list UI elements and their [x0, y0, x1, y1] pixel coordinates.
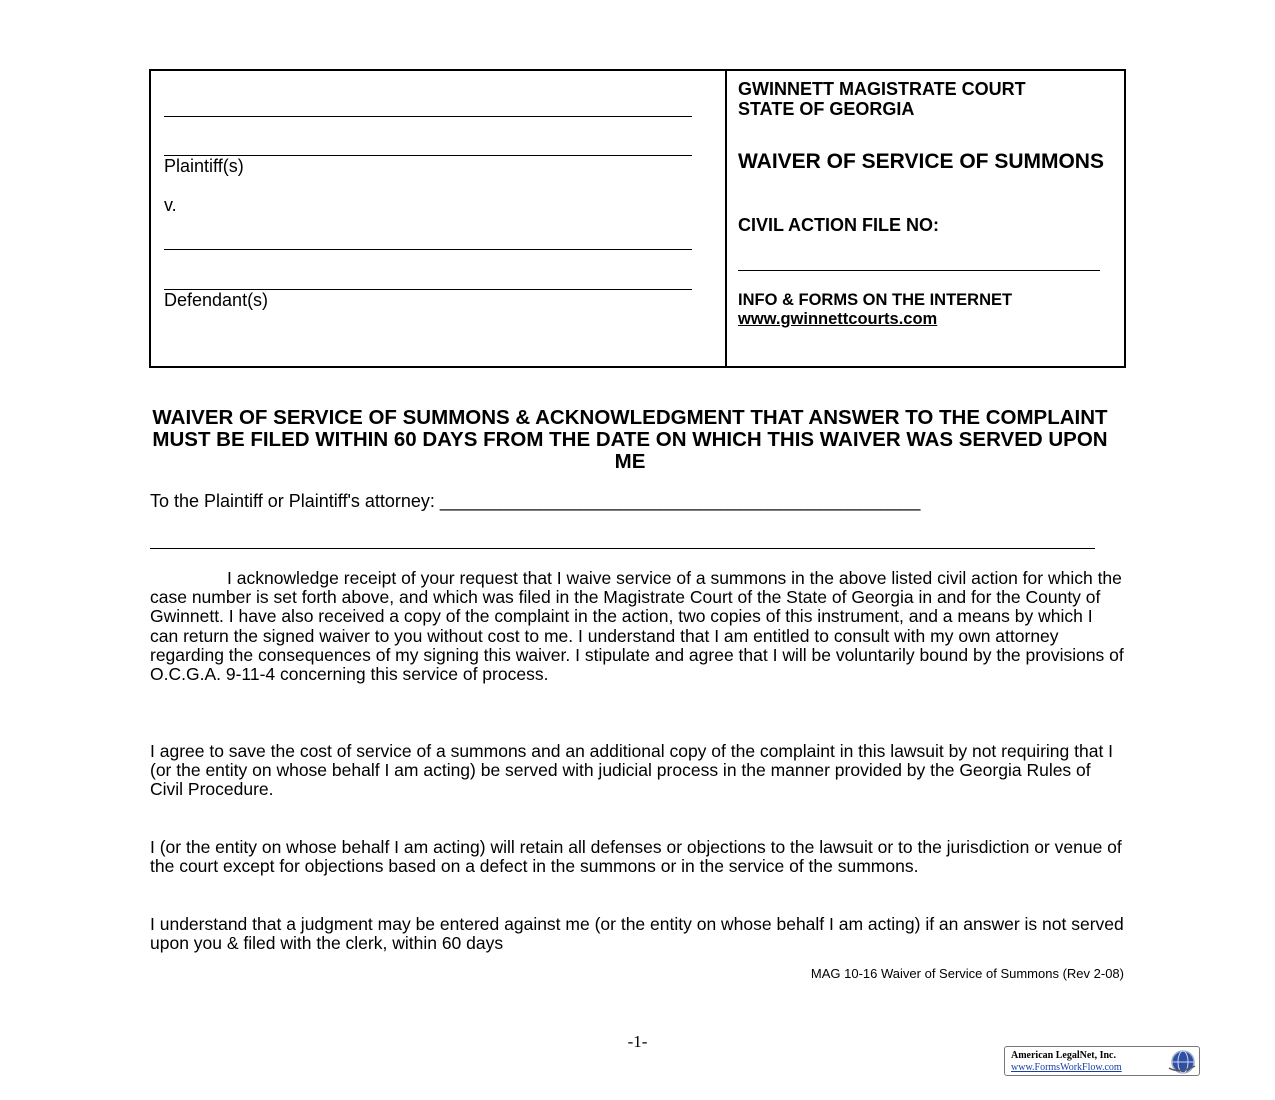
paragraph-defenses: I (or the entity on whose behalf I am acting) will retain all defenses or objections to the lawsuit or to the jurisdiction or venue of the court except for objections based on a defect in the summons or in the service of the summons.	[150, 837, 1122, 877]
file-no-line[interactable]	[738, 270, 1100, 271]
court-title: GWINNETT MAGISTRATE COURT STATE OF GEORGIA	[738, 79, 1026, 119]
globe-icon	[1167, 1048, 1197, 1076]
badge-company-name: American LegalNet, Inc.	[1011, 1050, 1116, 1061]
legalnet-badge[interactable]	[1004, 1046, 1200, 1076]
paragraph-cost-saving: I agree to save the cost of service of a summons and an additional copy of the complaint in this lawsuit by not requiring that I (or the entity on whose behalf I am acting) be served with judicial process in the manner provided by the Georgia Rules of Civil Procedure.	[150, 741, 1114, 800]
defendant-line-1[interactable]	[164, 249, 692, 250]
plaintiff-label: Plaintiff(s)	[164, 156, 244, 176]
versus-label: v.	[164, 195, 177, 215]
document-heading: WAIVER OF SERVICE OF SUMMONS & ACKNOWLEDGMENT THAT ANSWER TO THE COMPLAINT MUST BE FILED WITHIN 60 DAYS FROM THE DATE ON WHICH THIS WAIVER WAS SERVED UPON ME	[152, 406, 1108, 473]
civil-action-file-no-label: CIVIL ACTION FILE NO:	[738, 215, 939, 235]
info-label: INFO & FORMS ON THE INTERNET	[738, 291, 1013, 309]
paragraph-judgment: I understand that a judgment may be entered against me (or the entity on whose behalf I am acting) if an answer is not served upon you & filed with the clerk, within 60 days	[150, 914, 1124, 954]
court-website-link[interactable]: www.gwinnettcourts.com	[738, 309, 938, 328]
badge-url[interactable]: www.FormsWorkFlow.com	[1011, 1062, 1122, 1073]
caption-divider	[725, 71, 727, 366]
form-code: MAG 10-16 Waiver of Service of Summons (Rev 2-08)	[810, 966, 1124, 981]
attorney-line-2[interactable]	[150, 548, 1095, 549]
info-forms-block	[738, 291, 1068, 328]
attorney-line[interactable]: To the Plaintiff or Plaintiff's attorney: ________________________________________________	[150, 491, 921, 511]
paragraph-acknowledgment: I acknowledge receipt of your request that I waive service of a summons in the above listed civil action for which the case number is set forth above, and which was filed in the Magistrate Court of the State of Georgia in and for the County of Gwinnett. I have also received a copy of the complaint in the action, two copies of this instrument, and a means by which I can return the signed waiver to you without cost to me. I understand that I am entitled to consult with my own attorney regarding the consequences of my signing this waiver. I stipulate and agree that I will be voluntarily bound by the provisions of O.C.G.A. 9-11-4 concerning this service of process.	[150, 568, 1124, 685]
defendant-label: Defendant(s)	[164, 290, 269, 310]
page-number: -1-	[627, 1032, 648, 1051]
form-title: WAIVER OF SERVICE OF SUMMONS	[738, 150, 1104, 173]
case-caption-box	[149, 69, 1126, 368]
plaintiff-line-1[interactable]	[164, 116, 692, 117]
